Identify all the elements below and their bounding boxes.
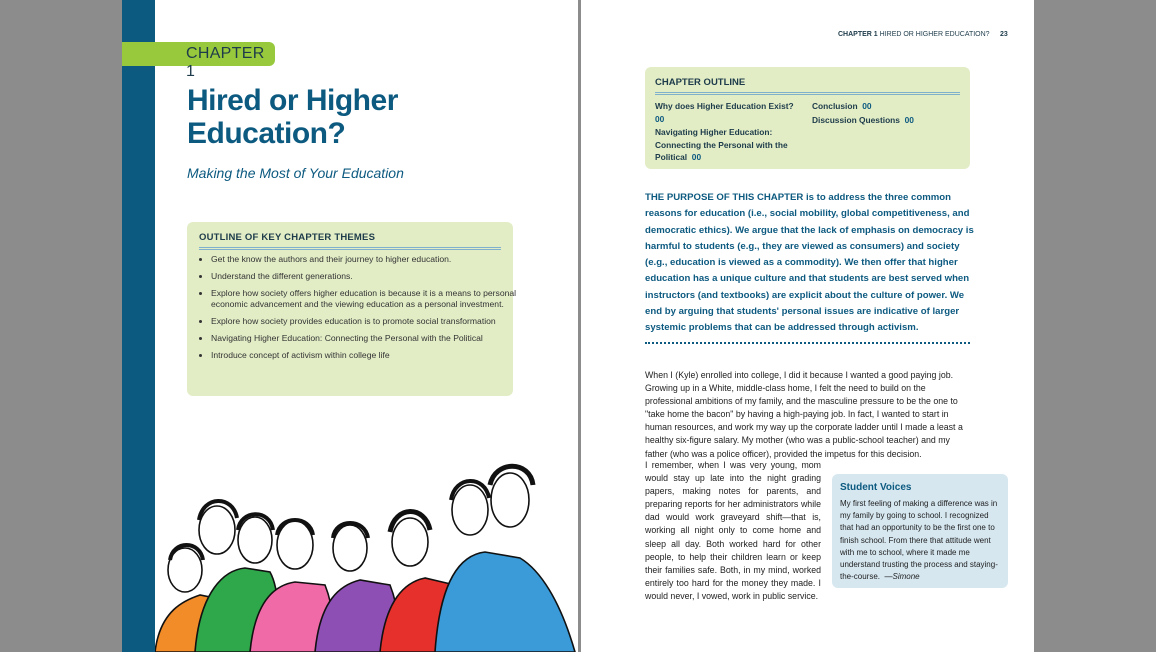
list-item: • Navigating Higher Education: Connecting the Personal with the Political [211, 333, 517, 344]
heading-rule [199, 249, 501, 250]
outline-entry-label: Why does Higher Education Exist? [655, 101, 794, 111]
outline-entry [655, 100, 800, 125]
key-themes-box [187, 222, 517, 396]
outline-entry-label: Navigating Higher Education: Connecting the Personal with the Political [655, 127, 788, 162]
student-voices-quote [840, 498, 1004, 583]
student-voices-text: My first feeling of making a difference was in my family by going to school. I recognized that had an opportunity to be the first one to finish school. From there that attitude went with me to school, where it made me understand trusting the process and staying-the-course. [840, 499, 998, 582]
outline-entry [655, 126, 800, 164]
chapter-title-line2: Education? [187, 117, 346, 150]
student-voices-box [832, 474, 1008, 588]
outline-entry-label: Discussion Questions [812, 115, 900, 125]
purpose-text: is to address the three common reasons for education (i.e., social mobility, global competitiveness, and democratic ethics). We argue that the lack of emphasis on democracy is harmful to students (e.g., they are viewed as consumers) and society (e.g., education is viewed as a commodity). We then offer that higher education has a unique culture and that students are best served when instructors (and textbooks) are explicit about the culture of power. We end by arguing that students' personal issues are indicative of larger systemic problems that can be addressed through activism. [645, 192, 974, 334]
list-item: • Explore how society offers higher education is because it is a means to personal economic advancement and the viewing education as a personal investment. [211, 288, 517, 310]
outline-entry-page: 00 [862, 101, 872, 111]
key-themes-heading: OUTLINE OF KEY CHAPTER THEMES [199, 232, 376, 243]
list-item: • Get the know the authors and their journey to higher education. [211, 254, 517, 265]
chapter-tab [122, 42, 275, 80]
heading-rule [655, 94, 960, 95]
chapter-outline-box [645, 67, 970, 169]
list-item: • Explore how society provides education is to promote social transformation [211, 316, 517, 327]
running-header [838, 31, 990, 38]
heading-rule [655, 92, 960, 93]
running-header-chapter: CHAPTER 1 [838, 31, 878, 38]
page-number: 23 [1000, 31, 1008, 38]
outline-entry-page: 00 [691, 152, 702, 162]
heading-rule [199, 247, 501, 248]
chapter-tab-label: CHAPTER 1 [186, 45, 265, 80]
dotted-divider [645, 342, 970, 344]
body-paragraph-continued: I remember, when I was very young, mom would stay up late into the night grading papers, making notes for parents, and preparing reports for her administrators while dad would work graveyard shift—that is, working all night only to come home and sleep all day. Both worked hard for other people, to help their children learn or keep their families safe. Both, in my mind, worked entirely too hard for the money they made. I would never, I vowed, work in public service. [645, 460, 821, 601]
list-item: • Understand the different generations. [211, 271, 517, 282]
outline-entry-page: 00 [904, 115, 914, 125]
list-item: • Introduce concept of activism within college life [211, 350, 517, 361]
key-themes-list [197, 254, 517, 367]
chapter-purpose-paragraph [645, 190, 975, 337]
chapter-subtitle: Making the Most of Your Education [187, 165, 404, 181]
body-paragraph: When I (Kyle) enrolled into college, I did it because I wanted a good paying job. Growing up in a White, middle-class home, I felt the need to build on the professional ambitions of my family, and the masculine pressure to be the one to "take home the bacon" by having a high-paying job. In fact, I wanted to start in human resources, and work my way up the corporate ladder until I made a least a healthy six-figure salary. My mother (who was a public-school teacher) and my father (who was a police officer), provided the impetus for this decision. [645, 370, 963, 459]
outline-entry-page: 00 [655, 113, 665, 124]
running-header-title: HIRED OR HIGHER EDUCATION? [879, 31, 990, 38]
outline-entry-label: Conclusion [812, 101, 858, 111]
chapter-outline-heading: CHAPTER OUTLINE [655, 77, 746, 88]
outline-entry [812, 114, 962, 127]
purpose-lead: THE PURPOSE OF THIS CHAPTER [645, 192, 804, 203]
outline-entry [812, 100, 962, 113]
student-voices-heading: Student Voices [840, 482, 912, 493]
student-voices-signature: —Simone [884, 572, 920, 582]
group-of-students-illustration [155, 460, 578, 652]
chapter-color-band [122, 0, 155, 652]
chapter-title [187, 84, 547, 150]
chapter-title-line1: Hired or Higher [187, 84, 398, 117]
